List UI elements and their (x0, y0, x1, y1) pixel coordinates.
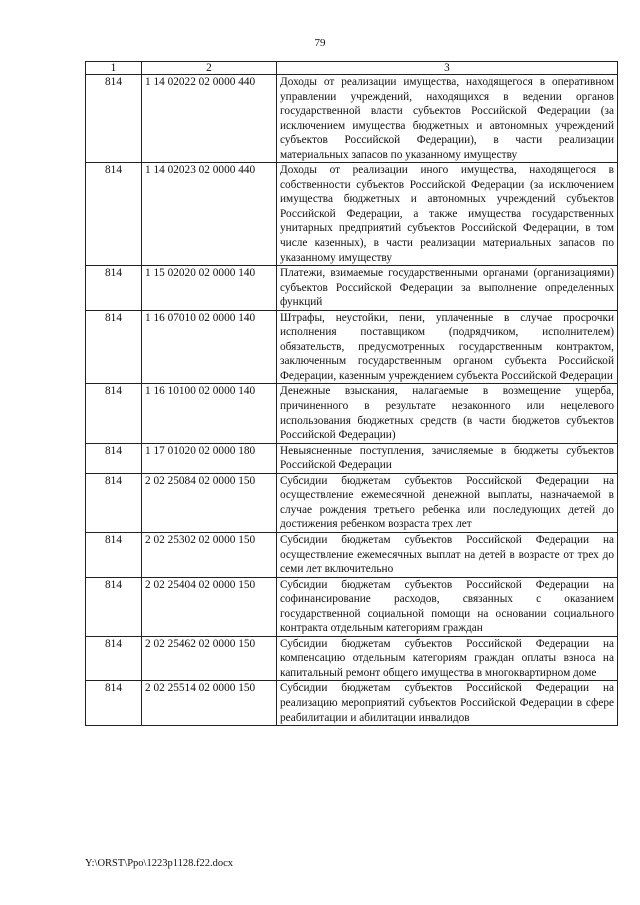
description-cell: Субсидии бюджетам субъектов Российской Федерации на осуществление ежемесячных выплат на детей в возрасте от трех до семи лет включительно (277, 532, 618, 577)
table-row (86, 163, 618, 266)
description-cell: Денежные взыскания, налагаемые в возмещение ущерба, причиненного в результате незаконного или нецелевого использования бюджетных средств (в части бюджетов субъектов Российской Федерации) (277, 384, 618, 443)
admin-code-cell: 814 (86, 681, 142, 726)
column-header-3: 3 (277, 62, 618, 75)
admin-code-cell: 814 (86, 266, 142, 311)
description-cell: Доходы от реализации имущества, находящегося в оперативном управлении учреждений, находящихся в ведении органов государственной власти субъектов Российской Федерации (за исключением имущества бюджетных и автономных учреждений субъектов Российской Федерации), в части реализации материальных запасов по указанному имуществу (277, 75, 618, 163)
kbk-code-cell: 1 14 02022 02 0000 440 (142, 75, 277, 163)
admin-code-cell: 814 (86, 636, 142, 681)
admin-code-cell: 814 (86, 443, 142, 473)
table-row (86, 384, 618, 443)
description-cell: Платежи, взимаемые государственными органами (организациями) субъектов Российской Федерации за выполнение определенных функций (277, 266, 618, 311)
description-cell: Субсидии бюджетам субъектов Российской Федерации на компенсацию отдельным категориям граждан оплаты взноса на капитальный ремонт общего имущества в многоквартирном доме (277, 636, 618, 681)
column-header-1: 1 (86, 62, 142, 75)
table-row (86, 532, 618, 577)
description-cell: Субсидии бюджетам субъектов Российской Федерации на реализацию мероприятий субъектов Российской Федерации в сфере реабилитации и абилитации инвалидов (277, 681, 618, 726)
table-row (86, 75, 618, 163)
kbk-code-cell: 1 16 07010 02 0000 140 (142, 310, 277, 384)
admin-code-cell: 814 (86, 75, 142, 163)
kbk-code-cell: 2 02 25514 02 0000 150 (142, 681, 277, 726)
kbk-code-cell: 2 02 25302 02 0000 150 (142, 532, 277, 577)
admin-code-cell: 814 (86, 384, 142, 443)
admin-code-cell: 814 (86, 163, 142, 266)
kbk-code-cell: 2 02 25084 02 0000 150 (142, 473, 277, 532)
file-path-footer: Y:\ORST\Ppo\1223p1128.f22.docx (85, 858, 233, 869)
kbk-code-cell: 2 02 25462 02 0000 150 (142, 636, 277, 681)
admin-code-cell: 814 (86, 310, 142, 384)
table-row (86, 681, 618, 726)
table-row (86, 636, 618, 681)
table-row (86, 473, 618, 532)
budget-codes-table (85, 61, 618, 726)
admin-code-cell: 814 (86, 473, 142, 532)
description-cell: Субсидии бюджетам субъектов Российской Федерации на софинансирование расходов, связанных с оказанием государственной социальной помощи на основании социального контракта отдельным категориям граждан (277, 577, 618, 636)
kbk-code-cell: 1 15 02020 02 0000 140 (142, 266, 277, 311)
table-row (86, 266, 618, 311)
table-header-row (86, 62, 618, 75)
kbk-code-cell: 1 17 01020 02 0000 180 (142, 443, 277, 473)
table-row (86, 310, 618, 384)
table-row (86, 577, 618, 636)
kbk-code-cell: 1 16 10100 02 0000 140 (142, 384, 277, 443)
description-cell: Субсидии бюджетам субъектов Российской Федерации на осуществление ежемесячной денежной выплаты, назначаемой в случае рождения третьего ребенка или последующих детей до достижения ребенком возраста трех лет (277, 473, 618, 532)
kbk-code-cell: 1 14 02023 02 0000 440 (142, 163, 277, 266)
kbk-code-cell: 2 02 25404 02 0000 150 (142, 577, 277, 636)
table-row (86, 443, 618, 473)
admin-code-cell: 814 (86, 577, 142, 636)
description-cell: Невыясненные поступления, зачисляемые в бюджеты субъектов Российской Федерации (277, 443, 618, 473)
admin-code-cell: 814 (86, 532, 142, 577)
column-header-2: 2 (142, 62, 277, 75)
description-cell: Доходы от реализации иного имущества, находящегося в собственности субъектов Российской Федерации (за исключением имущества бюджетных и автономных учреждений субъектов Российской Федерации, а также имущества государственных унитарных предприятий субъектов Российской Федерации, в том числе казенных), в части реализации материальных запасов по указанному имуществу (277, 163, 618, 266)
page-number: 79 (314, 37, 326, 49)
description-cell: Штрафы, неустойки, пени, уплаченные в случае просрочки исполнения поставщиком (подрядчиком, исполнителем) обязательств, предусмотренных государственным контрактом, заключенным государственным органом субъекта Российской Федерации, казенным учреждением субъекта Российской Федерации (277, 310, 618, 384)
